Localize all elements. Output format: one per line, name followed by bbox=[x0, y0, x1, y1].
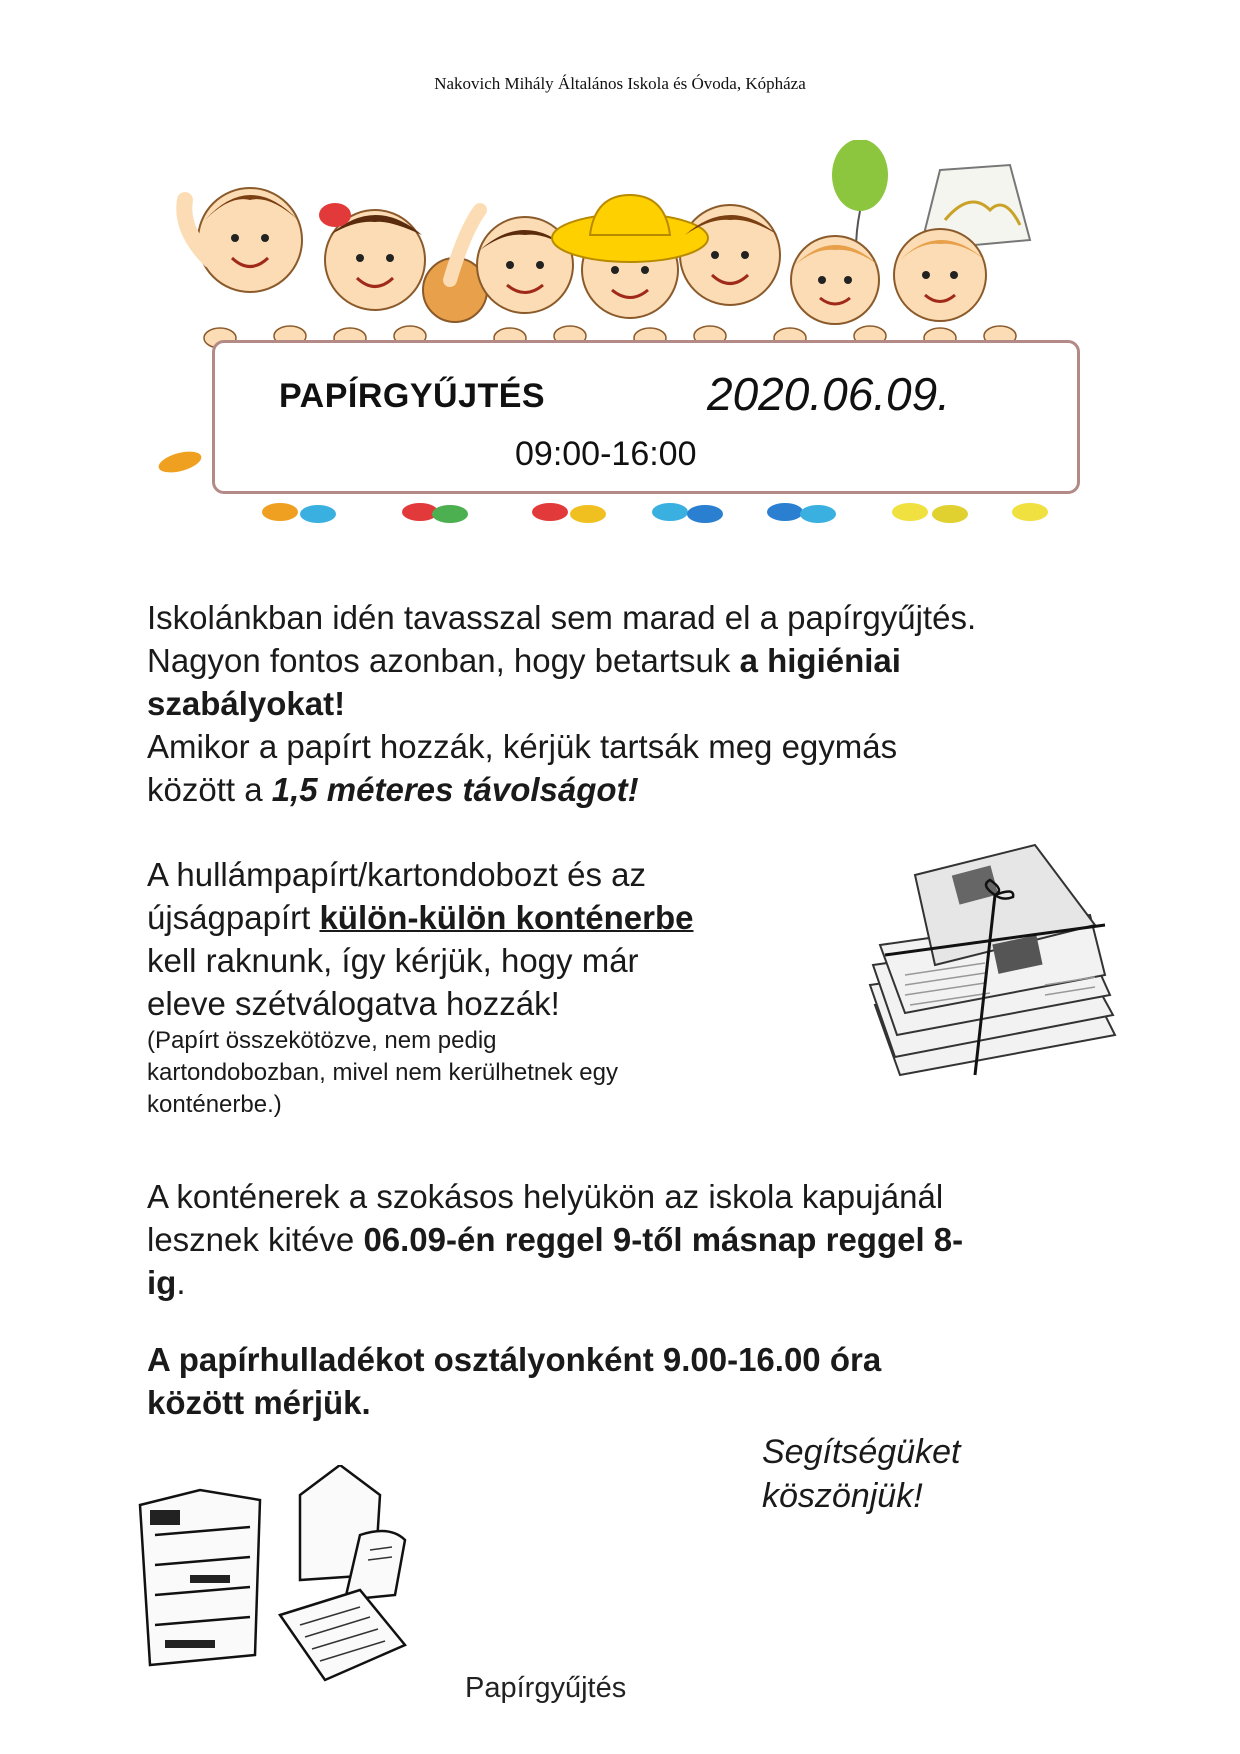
banner-date: 2020.06.09. bbox=[707, 368, 951, 420]
text-span: lesznek kitéve bbox=[147, 1221, 364, 1258]
weighing-emphasis: A papírhulladékot osztályonként 9.00-16.00 óra bbox=[147, 1341, 882, 1378]
schedule-emphasis: ig bbox=[147, 1264, 177, 1301]
weighing-emphasis: között mérjük. bbox=[147, 1384, 371, 1421]
paper-pile-illustration bbox=[130, 1465, 470, 1715]
text-line: eleve szétválogatva hozzák! bbox=[147, 985, 560, 1022]
hygiene-emphasis: a higiéniai bbox=[739, 642, 901, 679]
hygiene-emphasis: szabályokat! bbox=[147, 685, 346, 722]
text-line: A konténerek a szokásos helyükön az iskola kapujánál bbox=[147, 1178, 944, 1215]
note-line: (Papírt összekötözve, nem pedig bbox=[147, 1027, 497, 1054]
newspaper-stack-illustration bbox=[855, 835, 1125, 1095]
text-line: A hullámpapírt/kartondobozt és az bbox=[147, 856, 646, 893]
paragraph-containers bbox=[147, 1175, 963, 1304]
text-span: . bbox=[176, 1264, 186, 1301]
banner-title: PAPÍRGYŰJTÉS bbox=[279, 377, 546, 415]
text-span: Nagyon fontos azonban, hogy betartsuk bbox=[147, 642, 740, 679]
text-span: újságpapírt bbox=[147, 899, 320, 936]
banner-sign bbox=[212, 340, 1080, 494]
text-line bbox=[147, 896, 693, 939]
text-line bbox=[147, 639, 976, 682]
text-line: kell raknunk, így kérjük, hogy már bbox=[147, 942, 639, 979]
text-line: Iskolánkban idén tavasszal sem marad el a papírgyűjtés. bbox=[147, 599, 977, 636]
text-line: Amikor a papírt hozzák, kérjük tartsák meg egymás bbox=[147, 728, 898, 765]
text-line bbox=[147, 1338, 881, 1381]
text-line: köszönjük! bbox=[762, 1477, 923, 1515]
thank-you-note bbox=[762, 1430, 960, 1518]
note-line: konténerbe.) bbox=[147, 1091, 282, 1118]
note-line: kartondobozban, mivel nem kerülhetnek egy bbox=[147, 1059, 618, 1086]
illustration-caption: Papírgyűjtés bbox=[465, 1672, 627, 1704]
text-line bbox=[147, 1218, 963, 1261]
paragraph-weighing bbox=[147, 1338, 881, 1424]
text-line bbox=[147, 768, 976, 811]
text-line: Segítségüket bbox=[762, 1433, 961, 1471]
text-line bbox=[147, 1261, 963, 1304]
text-line bbox=[147, 682, 976, 725]
paragraph-sorting bbox=[147, 853, 693, 1121]
banner-time: 09:00-16:00 bbox=[515, 435, 697, 473]
text-span: között a bbox=[147, 771, 272, 808]
paragraph-intro bbox=[147, 596, 976, 811]
school-header: Nakovich Mihály Általános Iskola és Óvoda, Kópháza bbox=[434, 74, 806, 93]
separate-container-emphasis: külön-külön konténerbe bbox=[319, 899, 694, 936]
text-line bbox=[147, 1381, 881, 1424]
distance-emphasis: 1,5 méteres távolságot! bbox=[271, 771, 639, 808]
schedule-emphasis: 06.09-én reggel 9-től másnap reggel 8- bbox=[363, 1221, 964, 1258]
